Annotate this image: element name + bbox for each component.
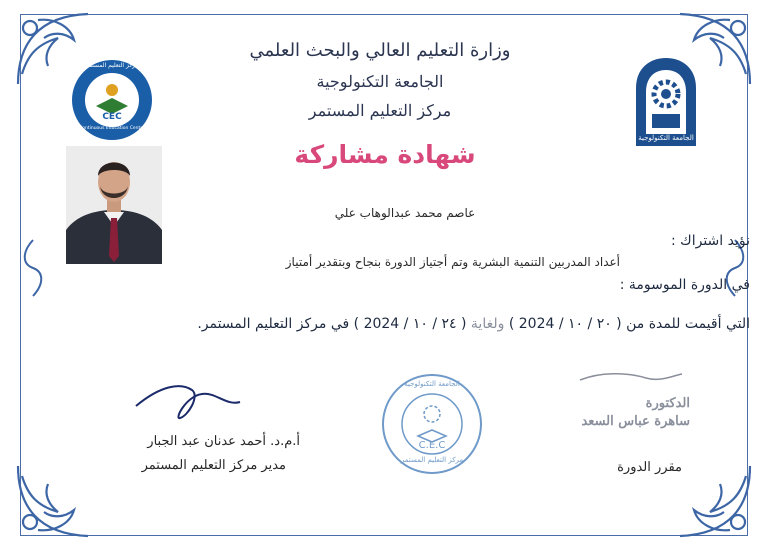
ministry-name: وزارة التعليم العالي والبحث العلمي: [249, 40, 511, 61]
participant-photo-graphic: [66, 146, 162, 264]
right-signatory-title: مقرر الدورة: [617, 460, 682, 475]
until-word: ولغاية: [470, 316, 505, 332]
date-from: ( ٢٠ / ١٠ / 2024 ): [508, 316, 622, 332]
stamp-acronym: C.E.C: [418, 440, 446, 451]
left-signatory-title: مدير مركز التعليم المستمر: [141, 458, 286, 473]
confirm-label: نؤيد اشتراك :: [671, 233, 750, 249]
university-logo-caption: الجامعة التكنولوجية: [638, 134, 694, 142]
course-description: أعداد المدربين التنمية البشرية وتم أجتياز الدورة بنجاح وبتقدير أمتياز: [285, 255, 620, 269]
corner-ornament-bottom-right: [670, 456, 760, 546]
center-name: مركز التعليم المستمر: [308, 101, 452, 120]
cec-logo-ring-text: Continuous Education Center: [79, 126, 145, 131]
period-suffix: في مركز التعليم المستمر.: [197, 316, 350, 332]
official-stamp: [380, 372, 484, 476]
certificate-title: شهادة مشاركة: [294, 140, 476, 169]
cec-logo-acronym: CEC: [102, 112, 122, 122]
period-prefix: التي أقيمت للمدة من: [626, 316, 750, 332]
corner-ornament-bottom-left: [8, 456, 98, 546]
participant-photo: [66, 146, 162, 264]
right-signatory-degree: الدكتورة: [645, 396, 690, 411]
left-signatory-name: أ.م.د. أحمد عدنان عبد الجبار: [147, 434, 300, 449]
period-line: [40, 316, 750, 332]
participant-name: عاصم محمد عبدالوهاب علي: [334, 206, 476, 220]
right-signature-mark: [576, 364, 686, 388]
right-signatory-name: ساهرة عباس السعد: [581, 414, 690, 429]
course-label: في الدورة الموسومة :: [619, 277, 750, 293]
left-signature-mark: [130, 376, 250, 426]
university-name: الجامعة التكنولوجية: [316, 72, 444, 91]
cec-logo-top-text: مركز التعليم المستمر: [85, 62, 139, 69]
stamp-ring-bottom: مركز التعليم المستمر: [400, 456, 464, 464]
side-ornament-left: [18, 238, 48, 298]
stamp-ring-top: الجامعة التكنولوجية: [404, 380, 460, 388]
university-logo: [632, 54, 700, 150]
date-to: ( ٢٤ / ١٠ / 2024 ): [353, 316, 467, 332]
cec-logo: [70, 58, 154, 142]
